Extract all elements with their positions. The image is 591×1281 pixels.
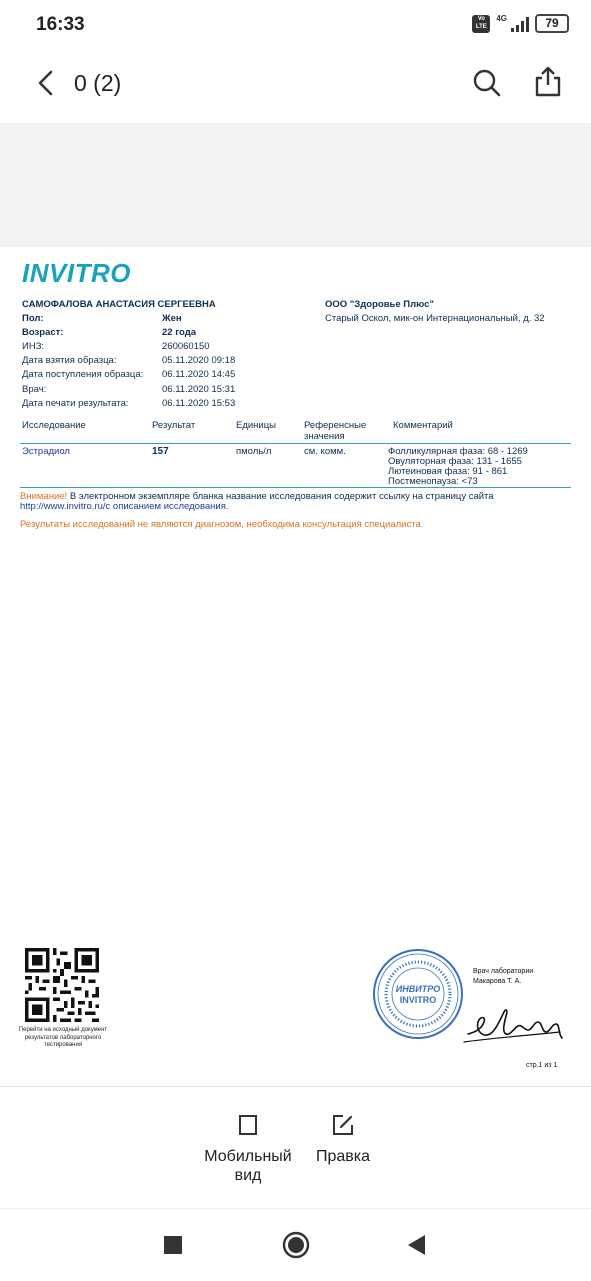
field-label: ИНЗ:: [22, 341, 45, 352]
stamp-text: ИНВИТРО: [395, 984, 441, 994]
edit-icon: [331, 1113, 355, 1137]
field-label: Пол:: [22, 313, 44, 324]
invitro-logo: INVITRO: [22, 258, 131, 288]
edit-label: Правка: [315, 1148, 371, 1165]
volte-icon: Vo LTE: [472, 15, 490, 33]
battery-icon: 79: [535, 14, 569, 33]
field-value: 22 года: [162, 327, 197, 338]
stamp-text: INVITRO: [399, 995, 437, 1005]
notice-text: В электронном экземпляре бланка название исследования содержит ссылку на страницу сайта: [67, 491, 494, 502]
doctor-signature: [462, 998, 568, 1056]
document-top-margin: [0, 123, 591, 247]
row-reference: см. комм.: [304, 446, 346, 457]
doctor-name: Макарова Т. А.: [473, 978, 522, 985]
table-divider: [20, 487, 571, 488]
back-nav-icon[interactable]: [406, 1234, 426, 1256]
header-result: Результат: [152, 420, 196, 431]
field-value: 06.11.2020 14:45: [162, 369, 236, 380]
row-comment: Фолликулярная фаза: 68 - 1269: [388, 446, 528, 457]
row-comment: Постменопауза: <73: [388, 476, 478, 487]
field-label: Дата взятия образца:: [22, 355, 117, 366]
header-comment: Комментарий: [393, 420, 453, 431]
org-address: Старый Оскол, мик-он Интернациональный, д. 32: [325, 313, 545, 324]
home-icon[interactable]: [282, 1231, 310, 1259]
row-comment: Овуляторная фаза: 131 - 1655: [388, 456, 522, 467]
signal-icon: [511, 16, 529, 32]
search-icon[interactable]: [472, 68, 502, 98]
field-value: 260060150: [162, 341, 210, 352]
recent-apps-icon[interactable]: [164, 1236, 182, 1254]
field-value: Жен: [162, 313, 182, 324]
notice-label: Внимание!: [20, 491, 68, 502]
back-arrow-icon[interactable]: [34, 70, 58, 96]
row-units: пмоль/л: [236, 446, 272, 457]
org-name: ООО "Здоровье Плюс": [325, 299, 434, 310]
page-title: 0 (2): [74, 70, 122, 96]
field-label: Возраст:: [22, 327, 64, 338]
field-label: Врач:: [22, 384, 47, 395]
page-number: стр.1 из 1: [526, 1062, 558, 1069]
patient-name: САМОФАЛОВА АНАСТАСИЯ СЕРГЕЕВНА: [22, 299, 216, 310]
doctor-title: Врач лаборатории: [473, 968, 534, 975]
qr-caption: Перейти на исходный документ результатов лабораторного тестирования: [18, 1027, 108, 1048]
mobile-view-label-2: вид: [234, 1167, 262, 1184]
field-value: 05.11.2020 09:18: [162, 355, 236, 366]
row-test-link[interactable]: Эстрадиол: [22, 446, 70, 457]
laboratory-stamp: [372, 948, 464, 1040]
mobile-view-icon: [236, 1113, 260, 1137]
field-label: Дата поступления образца:: [22, 369, 144, 380]
field-value: 06.11.2020 15:53: [162, 398, 236, 409]
status-icons: [472, 14, 569, 33]
network-type: 4G: [496, 14, 507, 23]
share-icon[interactable]: [533, 66, 563, 98]
header-units: Единицы: [236, 420, 277, 431]
row-result: 157: [152, 446, 169, 457]
qr-code[interactable]: [25, 948, 99, 1022]
header-reference-2: значения: [304, 431, 345, 442]
mobile-view-button[interactable]: [200, 1113, 296, 1185]
field-value: 06.11.2020 15:31: [162, 384, 236, 395]
table-divider: [20, 443, 571, 444]
notice-link[interactable]: http://www.invitro.ru/с описанием исследования.: [20, 501, 229, 512]
status-time: 16:33: [36, 14, 85, 35]
header-test: Исследование: [22, 420, 86, 431]
field-label: Дата печати результата:: [22, 398, 129, 409]
header-reference: Референсные: [304, 420, 367, 431]
edit-button[interactable]: [306, 1113, 380, 1166]
toolbar-divider: [0, 1086, 591, 1087]
disclaimer: Результаты исследований не являются диагнозом, необходима консультация специалиста.: [20, 519, 424, 530]
mobile-view-label-1: Мобильный: [204, 1148, 292, 1165]
row-comment: Лютеиновая фаза: 91 - 861: [388, 466, 508, 477]
